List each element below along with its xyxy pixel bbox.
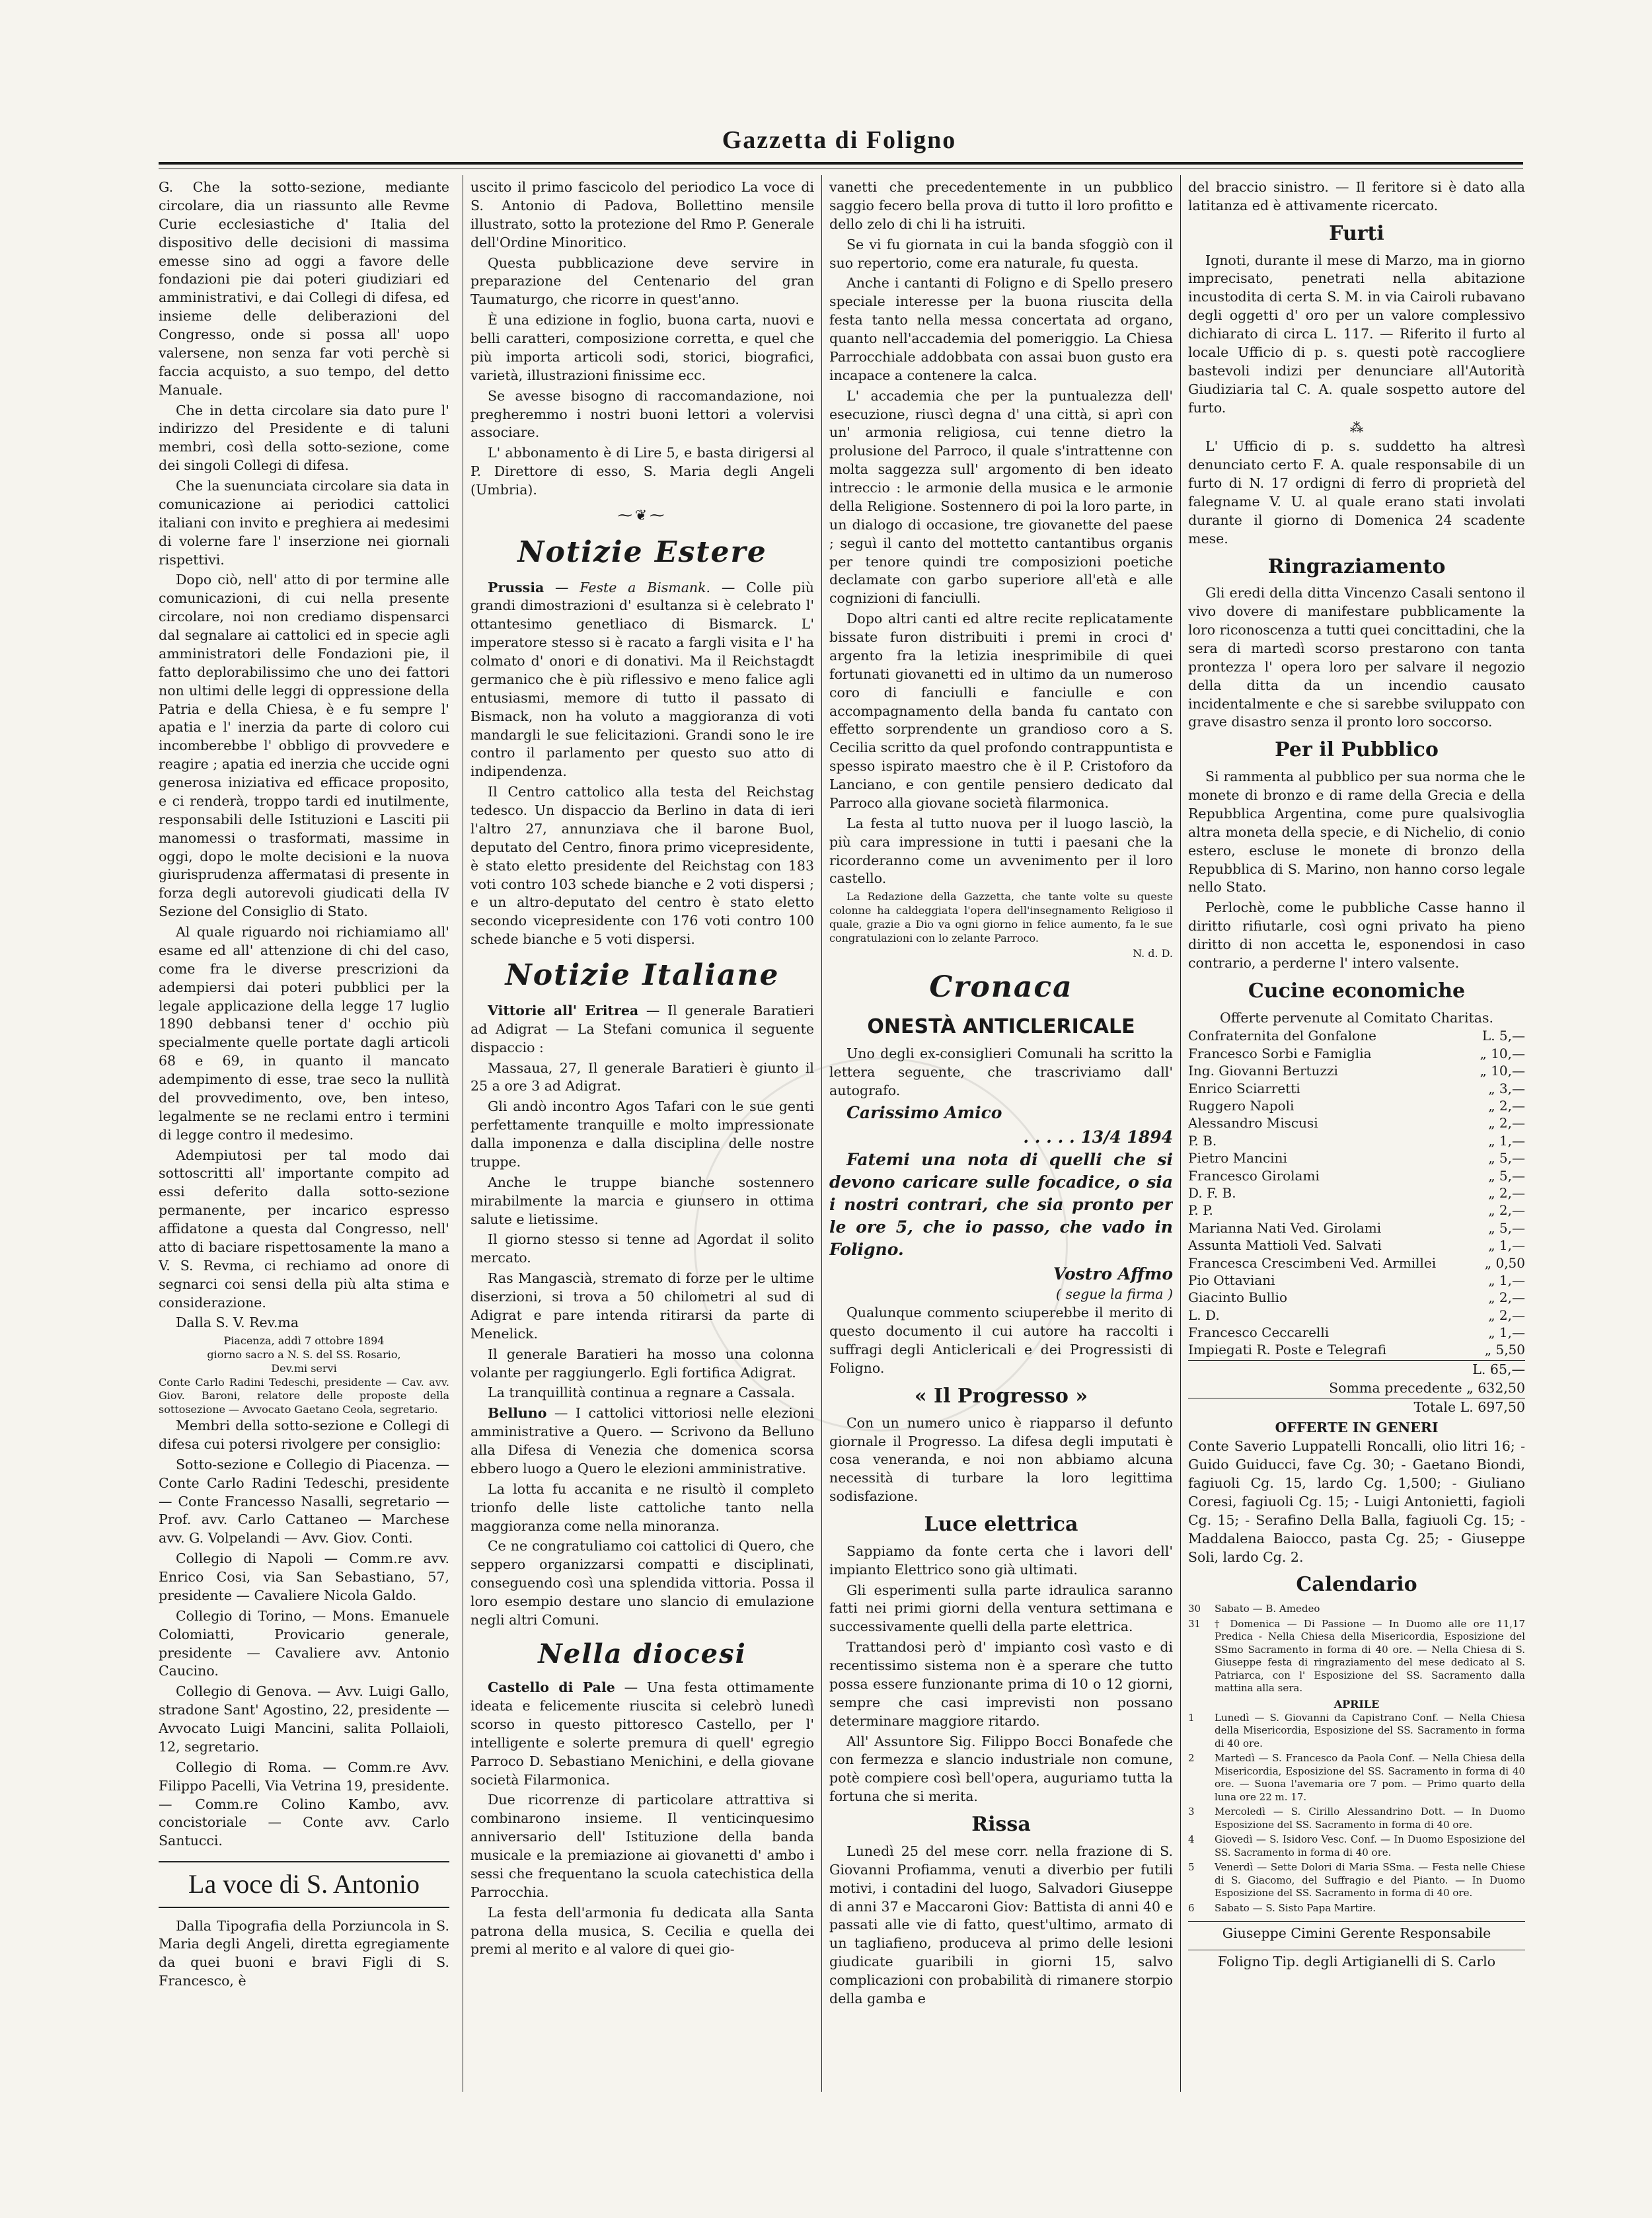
antonio-heading: La voce di S. Antonio bbox=[159, 1861, 449, 1907]
total-label: Totale L. bbox=[1413, 1398, 1474, 1415]
calendar-day: 1 bbox=[1188, 1711, 1195, 1724]
offerte-subtotal: L. 65,— bbox=[1188, 1360, 1525, 1379]
offerta-amount: „ 1,— bbox=[1488, 1324, 1525, 1341]
offerta-row bbox=[1188, 1097, 1525, 1114]
calendar-day: 30 bbox=[1188, 1603, 1201, 1615]
offerta-name: Assunta Mattioli Ved. Salvati bbox=[1188, 1237, 1382, 1254]
paragraph: Dopo altri canti ed altre recite replicatamente bissate furon distribuiti i premi in croci d' argento fra la letizia inesprimibile di quei fortunati giovanetti ed in ultimo da un numeroso coro di fanciulli e fanciulle e con accompagnamento della banda fu cantato con effetto sorprendente un grandioso coro a S. Cecilia scritto da quel profondo contrappuntista e spesso ispirato maestro che è il P. Cristoforo da Lanciano, e con gentile pensiero dedicato dal Parroco alla giovane società filarmonica. bbox=[829, 611, 1173, 811]
offerta-name: D. F. B. bbox=[1188, 1184, 1236, 1201]
offerta-row bbox=[1188, 1149, 1525, 1166]
member-entry: Collegio di Napoli — Comm.re avv. Enrico Cosi, via San Sebastiano, 57, presidente — Cavaliere Nicola Galdo. bbox=[159, 1550, 449, 1603]
paragraph: Si rammenta al pubblico per sua norma che le monete di bronzo e di rame della Grecia e della Repubblica Argentina, come pure qualsivoglia altra moneta della specie, e di Nichelio, di conio estero, escluse le monete di bronzo della Repubblica di S. Marino, non hanno corso legale nello Stato. bbox=[1188, 769, 1525, 896]
paragraph: Adempiutosi per tal modo dai sottoscritti all' importante compito ad essi deferito dalla sotto-sezione permanente, per incarico espresso affidatone a questa dal Congresso, nell' atto di baciare rispettosamente la mano a V. S. Revma, ci rechiamo ad onore di segnarci coi sensi della più alta stima e considerazione. bbox=[159, 1147, 449, 1311]
paragraph: Che la suenunciata circolare sia data in comunicazione ai periodici cattolici italiani con invito e preghiera ai medesimi di volerne fare l' inserzione nei giornali rispettivi. bbox=[159, 478, 449, 568]
paragraph: L' abbonamento è di Lire 5, e basta dirigersi al P. Direttore di esso, S. Maria degli Angeli (Umbria). bbox=[470, 445, 814, 498]
calendar-entry bbox=[1188, 1752, 1525, 1804]
offerta-amount: „ 2,— bbox=[1488, 1289, 1525, 1306]
paragraph: del braccio sinistro. — Il feritore si è dato alla latitanza ed è attivamente ricercato. bbox=[1188, 179, 1525, 213]
offerta-amount: „ 1,— bbox=[1488, 1132, 1525, 1149]
offerta-amount: „ 2,— bbox=[1488, 1202, 1525, 1219]
paragraph: Gli andò incontro Agos Tafari con le sue genti perfettamente tranquille e molto impressionate dalla imponenza e dalla disciplina delle nostre truppe. bbox=[470, 1098, 814, 1170]
member-entry: Sotto-sezione e Collegio di Piacenza. — Conte Carlo Radini Tedeschi, presidente — Conte Francesso Nasalli, segretario — Prof. avv. Carlo Cattaneo — Marchese avv. G. Volpelandi — Avv. Giov. Conti. bbox=[159, 1456, 449, 1547]
paragraph: Uno degli ex-consiglieri Comunali ha scritto la lettera seguente, che trascriviamo dall' autografo. bbox=[829, 1045, 1173, 1098]
offerta-row bbox=[1188, 1341, 1525, 1358]
paragraph: Qualunque commento sciuperebbe il merito di questo documento il cui autore ha raccolti i suffragi degli Anticlericali e dei Progressisti di Foligno. bbox=[829, 1305, 1173, 1376]
circular-text bbox=[159, 178, 449, 1312]
paragraph: Anche i cantanti di Foligno e di Spello presero speciale interesse per la buona riuscita della festa tanto nella messa concertata ad organo, quanto nell'accademia del pomeriggio. La Chiesa Parrocchiale addobbata con assai buon gusto era incapace a contenere la calca. bbox=[829, 275, 1173, 383]
paragraph: Ignoti, durante il mese di Marzo, ma in giorno imprecisato, penetrati nella abitazione incustodita di certa S. M. in via Cairoli rubavano degli oggetti d' oro per un valore complessivo dichiarato di circa L. 117. — Riferito il furto al locale Ufficio di p. s. questi potè raccogliere bastevoli indizi per denunciare all'Autorità Giudiziaria tal C. A. quale sospetto autore del furto. bbox=[1188, 252, 1525, 416]
offerta-name: Ruggero Napoli bbox=[1188, 1098, 1295, 1114]
masthead-rule bbox=[159, 162, 1523, 165]
calendar-text: Martedì — S. Francesco da Paola Conf. — Nella Chiesa della Misericordia, Esposizione del SS. Sacramento in forma di 40 ore. — Suona l'avemaria ore 7 pom. — Primo quarto della luna ore 22 m. 17. bbox=[1215, 1752, 1525, 1803]
castello-heading: Castello di Pale bbox=[488, 1679, 615, 1696]
offerta-name: Impiegati R. Poste e Telegrafi bbox=[1188, 1342, 1387, 1358]
offerte-table bbox=[1188, 1027, 1525, 1358]
offerta-name: Enrico Sciarretti bbox=[1188, 1080, 1300, 1096]
offerta-amount: „ 5,— bbox=[1488, 1150, 1525, 1166]
offerta-row bbox=[1188, 1080, 1525, 1097]
paragraph: Lunedì 25 del mese corr. nella frazione di S. Giovanni Profiamma, venuti a diverbio per futili motivi, i contadini del luogo, Salvadori Giuseppe di anni 37 e Maccaroni Giov: Battista di anni 40 e passati alle vie di fatto, quest'ultimo, armato di un tagliafieno, produceva al primo delle lesioni giudicate guaribili in giorni 15, salvo complicazioni con probabilità di rimanere storpio della gamba e bbox=[829, 1843, 1173, 2007]
paragraph: Se avesse bisogno di raccomandazione, noi pregheremmo i nostri buoni lettori a volervisi associare. bbox=[470, 387, 814, 441]
paragraph: Perlochè, come le pubbliche Casse hanno il diritto rifiutarle, così ogni privato ha pieno diritto di non accetta le, esponendosi in caso contrario, a perderne l' intero valsente. bbox=[1188, 899, 1525, 971]
offerta-name: Pietro Mancini bbox=[1188, 1150, 1287, 1166]
paragraph: Questa pubblicazione deve servire in preparazione del Centenario del gran Taumaturgo, che ricorre in quest'anno. bbox=[470, 254, 814, 308]
offerta-row bbox=[1188, 1254, 1525, 1272]
calendar-text: Sabato — B. Amedeo bbox=[1215, 1603, 1320, 1615]
asterism-divider: ⁂ bbox=[1349, 420, 1364, 436]
paragraph: Il giorno stesso si tenne ad Agordat il solito mercato. bbox=[470, 1231, 814, 1266]
calendar-day: 6 bbox=[1188, 1901, 1195, 1914]
offerta-name: P. B. bbox=[1188, 1132, 1217, 1149]
offerta-name: Ing. Giovanni Bertuzzi bbox=[1188, 1063, 1338, 1079]
offerta-amount: „ 1,— bbox=[1488, 1272, 1525, 1288]
prussia-subtitle: — Feste a Bismank. — bbox=[555, 579, 735, 595]
column-2 bbox=[470, 178, 814, 2088]
letter-signature-note: ( segue la firma ) bbox=[1055, 1286, 1173, 1303]
belluno-text: — I cattolici vittoriosi nelle elezioni amministrative a Quero. — Scrivono da Belluno alla Difesa di Venezia che domenica scorsa ebbero luogo a Quero le elezioni amministrative. bbox=[470, 1405, 814, 1476]
offerta-amount: L. 5,— bbox=[1482, 1028, 1525, 1044]
column-3 bbox=[829, 178, 1173, 2088]
paragraph: La lotta fu accanita e ne risultò il completo trionfo delle liste cattoliche tanto nella maggioranza come nella minoranza. bbox=[470, 1480, 814, 1534]
calendar-text: Venerdì — Sette Dolori di Maria SSma. — Festa nelle Chiese di S. Giacomo, del Suffragio e del Pianto. — In Duomo Esposizione del SS. Sacramento in forma di 40 ore. bbox=[1215, 1861, 1525, 1899]
signature-day: giorno sacro a N. S. del SS. Rosario, bbox=[207, 1348, 401, 1361]
offerta-name: Alessandro Miscusi bbox=[1188, 1115, 1318, 1131]
offerta-name: Confraternita del Gonfalone bbox=[1188, 1028, 1376, 1044]
paragraph: Anche le truppe bianche sostennero mirabilmente la marcia e giunsero in ottima salute e lietissime. bbox=[470, 1174, 814, 1227]
calendar-month-label: APRILE bbox=[1333, 1697, 1380, 1710]
members-intro: Membri della sotto-sezione e Collegi di difesa cui potersi rivolgere per consiglio: bbox=[159, 1418, 449, 1452]
paragraph: Ce ne congratuliamo coi cattolici di Quero, che seppero organizzarsi compatti e disciplinati, conseguendo così una splendida vittoria. Possa il loro esempio destare uno slancio di emulazione negli altri Comuni. bbox=[470, 1538, 814, 1628]
calendar-text: † Domenica — Di Passione — In Duomo alle ore 11,17 Predica - Nella Chiesa della Misericordia, Esposizione del SSmo Sacramento in forma di 40 ore. — Nella Chiesa di S. Giuseppe festa di ringraziamento del mese dedicato al S. Patriarca, con l' Esposizione del SS. Sacramento dalla mattina alla sera. bbox=[1215, 1617, 1525, 1695]
letter-body: Fatemi una nota di quelli che si devono caricare sulle focadice, o sia i nostri contrari, che sia pronto per le ore 5, che io passo, che vado in Foligno. bbox=[829, 1150, 1173, 1260]
cronaca-heading: Cronaca bbox=[929, 970, 1073, 1005]
cucine-heading: Cucine economiche bbox=[1248, 979, 1466, 1003]
offerta-row bbox=[1188, 1167, 1525, 1184]
offerta-row bbox=[1188, 1062, 1525, 1079]
offerta-name: Francesco Ceccarelli bbox=[1188, 1324, 1330, 1341]
offerta-name: Francesco Girolami bbox=[1188, 1167, 1320, 1184]
progresso-heading: « Il Progresso » bbox=[914, 1384, 1088, 1408]
letter-salutation: Carissimo Amico bbox=[846, 1103, 1002, 1123]
paragraph: Gli eredi della ditta Vincenzo Casali sentono il vivo dovere di manifestare pubblicamente la loro riconoscenza a tutti quei concittadini, che la sera di martedì scorso prestarono con tanta prontezza l' opera loro per salvare il negozio della ditta da un incendio causato incidentalmente e che si sarebbe sviluppato con grave disastro senza il pronto loro soccorso. bbox=[1188, 585, 1525, 730]
offerta-amount: „ 2,— bbox=[1488, 1307, 1525, 1323]
calendar-entry bbox=[1188, 1902, 1525, 1915]
paragraph: Sappiamo da fonte certa che i lavori dell' impianto Elettrico sono già ultimati. bbox=[829, 1543, 1173, 1578]
notizie-estere-heading: Notizie Estere bbox=[517, 535, 767, 569]
paragraph: Ras Mangascià, stremato di forze per le ultime diserzioni, si trova a 50 chilometri al sud di Adigrat e pare intenda ritirarsi da parte di Menelick. bbox=[470, 1270, 814, 1342]
calendar-entry bbox=[1188, 1806, 1525, 1831]
letter-signature: Vostro Affmo bbox=[1053, 1264, 1173, 1284]
luce-heading: Luce elettrica bbox=[924, 1513, 1078, 1537]
calendar-entry bbox=[1188, 1618, 1525, 1695]
paragraph: Il Centro cattolico alla testa del Reichstag tedesco. Un dispaccio da Berlino in data di ieri l'altro 27, annunziava che il barone Buol, deputato del Centro, finora primo vicepresidente, è stato eletto presidente del Reichstag con 183 voti contro 103 schede bianche e 2 voti dispersi ; e un altro-deputato del centro è stato eletto secondo vicepresidente con 176 voti contro 100 schede bianche e 5 voti dispersi. bbox=[470, 784, 814, 948]
calendar-entry bbox=[1188, 1712, 1525, 1751]
offerta-amount: „ 0,50 bbox=[1484, 1254, 1525, 1271]
calendar-day: 4 bbox=[1188, 1833, 1195, 1846]
prussia-text: Colle più grandi dimostrazioni d' esultanza si è celebrato l' ottantesimo genetliaco di Bismarck. L' imperatore stesso si è racato a fargli visita e l' ha colmato d' onori e di donativi. Ma il Reichstagdt germanico che è più riflessivo e meno falice agli entusiasmi, memore di tutto il passato di Bismack, non ha voluto a maggioranza di voti mandargli le sue felicitazioni. Grandi sono le ire contro il parlamento per questo suo atto di indipendenza. bbox=[470, 579, 814, 780]
paragraph: Dalla Tipografia della Porziuncola in S. Maria degli Angeli, diretta egregiamente da quei buoni e bravi Figli di S. Francesco, è bbox=[159, 1917, 449, 1989]
calendar-text: Lunedì — S. Giovanni da Capistrano Conf. — Nella Chiesa della Misericordia, Esposizione del SS. Sacramento in forma di 40 ore. bbox=[1215, 1711, 1525, 1749]
paragraph: Il generale Baratieri ha mosso una colonna volante per raggiungerlo. Egli fortifica Adigrat. bbox=[470, 1346, 814, 1381]
paragraph: L' Ufficio di p. s. suddetto ha altresì denunciato certo F. A. quale responsabile di un furto di N. 17 ordigni di ferro di proprietà del falegname V. U. al quale erano stati involati durante il giorno di Domenica 24 scadente mese. bbox=[1188, 438, 1525, 547]
prussia-heading: Prussia bbox=[488, 579, 544, 595]
offerta-name: P. P. bbox=[1188, 1202, 1213, 1219]
offerta-amount: „ 3,— bbox=[1488, 1080, 1525, 1096]
calendar-text: Giovedì — S. Isidoro Vesc. Conf. — In Duomo Esposizione del SS. Sacramento in forma di 40 ore. bbox=[1215, 1833, 1525, 1858]
calendar-entry bbox=[1188, 1833, 1525, 1859]
ornament-divider: ⁓❦⁓ bbox=[617, 507, 667, 524]
calendario-heading: Calendario bbox=[1296, 1573, 1417, 1597]
offerta-row bbox=[1188, 1045, 1525, 1062]
offerta-row bbox=[1188, 1219, 1525, 1237]
paragraph: L' accademia che per la puntualezza dell' esecuzione, riuscì degna d' una città, si aprì con un' armonia religiosa, cui tenne dietro la prolusione del Parroco, il quale s'intrattenne con molta saggezza sull' argomento di ben ideato intreccio : le armonie della musica e le armonie della Religione. Sostennero di poi la loro parte, in un dialogo di occasione, tre giovanette del paese ; seguì il canto del mottetto cantantibus organis per tenore quindi tre composizioni poetiche declamate con garbo superiore all'età e alle cognizioni di fanciulli. bbox=[829, 387, 1173, 607]
diocesi-heading: Nella diocesi bbox=[538, 1638, 747, 1669]
offerta-amount: „ 10,— bbox=[1480, 1063, 1525, 1079]
paragraph: Due ricorrenze di particolare attrattiva si combinarono insieme. Il venticinquesimo anniversario dell' Istituzione della banda musicale e la premiazione ai giovanetti d' ambo i sessi che frequentano la scuola catechistica della Parrocchia. bbox=[470, 1792, 814, 1900]
calendar-entry bbox=[1188, 1861, 1525, 1900]
offerte-intro: Offerte pervenute al Comitato Charitas. bbox=[1219, 1009, 1494, 1026]
onesta-heading: ONESTÀ ANTICLERICALE bbox=[867, 1015, 1135, 1039]
offerta-amount: „ 2,— bbox=[1488, 1184, 1525, 1201]
editorial-signature: N. d. D. bbox=[1133, 947, 1173, 960]
offerta-row bbox=[1188, 1272, 1525, 1289]
paragraph: La festa dell'armonia fu dedicata alla Santa patrona della musica, S. Cecilia e quella dei premi al merito e al valore di quei gio- bbox=[470, 1904, 814, 1958]
calendar-entry bbox=[1188, 1603, 1525, 1616]
offerta-name: Francesca Crescimbeni Ved. Armillei bbox=[1188, 1254, 1437, 1271]
letter-date: . . . . . 13/4 1894 bbox=[1023, 1128, 1173, 1147]
paragraph: La tranquillità continua a regnare a Cassala. bbox=[488, 1385, 796, 1401]
signature-block bbox=[159, 1334, 449, 1417]
notizie-italiane-heading: Notizie Italiane bbox=[505, 958, 780, 993]
paragraph: Gli esperimenti sulla parte idraulica saranno fatti nei primi giorni della ventura settimana e successivamente quelli della parte elettrica. bbox=[829, 1582, 1173, 1635]
offerta-row bbox=[1188, 1202, 1525, 1219]
column-4 bbox=[1188, 178, 1525, 2088]
signature-names: Conte Carlo Radini Tedeschi, presidente — Cav. avv. Giov. Baroni, relatore delle proposte della sottosezione — Avvocato Gaetano Ceola, segretario. bbox=[159, 1375, 449, 1416]
offerta-name: L. D. bbox=[1188, 1307, 1220, 1323]
total-amount: 697,50 bbox=[1478, 1398, 1525, 1415]
calendar-text: Mercoledì — S. Cirillo Alessandrino Dott. — In Duomo Esposizione del SS. Sacramento in forma di 40 ore. bbox=[1215, 1806, 1525, 1831]
paragraph: Con un numero unico è riapparso il defunto giornale il Progresso. La difesa degli imputati è cosa veneranda, e noi non abbiamo alcuna necessità di turbare la loro legittima sodisfazione. bbox=[829, 1414, 1173, 1505]
paragraph: Dopo ciò, nell' atto di por termine alle comunicazioni, di cui nella presente circolare, noi non crediamo dispensarci dal segnalare ai cattolici ed in specie agli amministratori delle Fondazioni pie, il fatto deplorabilissimo che uno dei fattori non ultimi delle leggi di oppressione della Patria e della Chiesa, è e fu sempre l' apatia e l' inerzia da parte di coloro cui incomberebbe l' obbligo di provvedere e reagire ; apatia ed inerzia che uccide ogni generosa iniziativa ed efficace proposito, e ci renderà, troppo tardi ed inutilmente, responsabili delle Istituzioni e Lasciti pii manomessi o trasformati, massime in oggi, dopo le molte decisioni e la nuova giurisprudenza affermatasi di presente in forza degli autorevoli giudicati della IV Sezione del Consiglio di Stato. bbox=[159, 572, 449, 920]
column-divider bbox=[1180, 175, 1181, 2092]
furti-heading: Furti bbox=[1329, 221, 1384, 245]
paragraph: Al quale riguardo noi richiamiamo all' esame ed all' attenzione di chi del caso, come fra le diverse prescrizioni da adempiersi dai poteri pubblici per la legale applicazione della legge 17 luglio 1890 debbansi tener d' occhio più specialmente quelle portate dagli articoli 68 e 69, in quanto il mancato adempimento di esse, trae seco la nullità del provvedimento, ove, ben inteso, legalmente se ne reclami entro i termini di legge contro il medesimo. bbox=[159, 924, 449, 1143]
offerta-row bbox=[1188, 1307, 1525, 1324]
previous-sum-amount: „ 632,50 bbox=[1466, 1379, 1525, 1396]
offerta-amount: „ 10,— bbox=[1480, 1045, 1525, 1061]
offerta-amount: „ 2,— bbox=[1488, 1115, 1525, 1131]
calendar-day: 2 bbox=[1188, 1752, 1195, 1765]
offerta-name: Giacinto Bullio bbox=[1188, 1289, 1288, 1306]
offerta-amount: „ 2,— bbox=[1488, 1098, 1525, 1114]
tipografia-line: Foligno Tip. degli Artigianelli di S. Carlo bbox=[1188, 1950, 1525, 1971]
calendar-april bbox=[1188, 1712, 1525, 1915]
paragraph: Trattandosi però d' impianto così vasto e di recentissimo sistema non è a sperare che tutto possa essere funzionante prima di 10 o 12 giorni, sempre che casi imprevisti non possano determinare maggiore ritardo. bbox=[829, 1639, 1173, 1729]
paragraph: La festa al tutto nuova per il luogo lasciò, la più cara impressione in tutti i paesani che la ricorderanno come un avvenimento per il loro castello. bbox=[829, 815, 1173, 887]
paragraph: Se vi fu giornata in cui la banda sfoggiò con il suo repertorio, come era naturale, fu questa. bbox=[829, 236, 1173, 271]
gerente-line: Giuseppe Cimini Gerente Responsabile bbox=[1188, 1921, 1525, 1943]
column-1 bbox=[159, 178, 449, 2088]
offerta-name: Pio Ottaviani bbox=[1188, 1272, 1275, 1288]
member-entry: Collegio di Roma. — Comm.re Avv. Filippo Pacelli, Via Vetrina 19, presidente. — Comm.re Colino Kambo, avv. concistoriale — Conte avv. Carlo Santucci. bbox=[159, 1759, 449, 1849]
paragraph: È una edizione in foglio, buona carta, nuovi e belli caratteri, composizione corretta, e quel che più importa articoli sodi, storici, biografici, varietà, illustrazioni finissime ecc. bbox=[470, 312, 814, 383]
rissa-heading: Rissa bbox=[971, 1813, 1031, 1837]
signature-date: Piacenza, addì 7 ottobre 1894 bbox=[223, 1334, 385, 1348]
offerta-name: Francesco Sorbi e Famiglia bbox=[1188, 1045, 1372, 1061]
member-entry: Collegio di Genova. — Avv. Luigi Gallo, stradone Sant' Agostino, 22, presidente — Avvocato Luigi Mancini, salita Pollaioli, 12, segretario. bbox=[159, 1683, 449, 1755]
offerta-name: Marianna Nati Ved. Girolami bbox=[1188, 1219, 1382, 1236]
paragraph: vanetti che precedentemente in un pubblico saggio fecero bella prova di tutto il loro profitto e dello zelo di chi li ha istruiti. bbox=[829, 179, 1173, 232]
calendar-day: 3 bbox=[1188, 1806, 1195, 1818]
paragraph: All' Assuntore Sig. Filippo Bocci Bonafede che con fermezza e slancio industriale non comune, potè compiere così bell'opera, auguriamo tutta la fortuna che si merita. bbox=[829, 1733, 1173, 1805]
paragraph: Che in detta circolare sia dato pure l' indirizzo del Presidente e di taluni membri, così della sotto-sezione, come dei singoli Collegi di difesa. bbox=[159, 402, 449, 474]
offerta-row bbox=[1188, 1114, 1525, 1131]
eritrea-heading: Vittorie all' Eritrea bbox=[488, 1002, 639, 1018]
previous-sum-label: Somma precedente bbox=[1329, 1379, 1462, 1396]
offerta-row bbox=[1188, 1237, 1525, 1254]
calendar-text: Sabato — S. Sisto Papa Martire. bbox=[1215, 1901, 1376, 1914]
paragraph: uscito il primo fascicolo del periodico La voce di S. Antonio di Padova, Bollettino mensile illustrato, sotto la protezione del Rmo P. Generale dell'Ordine Minoritico. bbox=[470, 179, 814, 250]
ringraziamento-heading: Ringraziamento bbox=[1267, 554, 1446, 578]
castello-text: — Una festa ottimamente ideata e felicemente riuscita si celebrò lunedì scorso in questo pittoresco Castello, per l' intelligente e solerte premura di quell' egregio Parroco D. Sebastiano Menichini, e della giovane società Filarmonica. bbox=[470, 1679, 814, 1788]
generi-heading: OFFERTE IN GENERI bbox=[1275, 1420, 1439, 1436]
offerta-amount: „ 5,— bbox=[1488, 1219, 1525, 1236]
offerta-row bbox=[1188, 1027, 1525, 1044]
closing-line: Dalla S. V. Rev.ma bbox=[176, 1315, 299, 1331]
masthead-title: Gazzetta di Foligno bbox=[722, 126, 957, 154]
offerta-row bbox=[1188, 1289, 1525, 1306]
eritrea-text: — Il generale Baratieri ad Adigrat — La Stefani comunica il seguente dispaccio : bbox=[470, 1002, 814, 1055]
pubblico-heading: Per il Pubblico bbox=[1275, 738, 1439, 762]
belluno-heading: Belluno bbox=[488, 1405, 547, 1422]
offerta-row bbox=[1188, 1324, 1525, 1341]
signature-servants: Dev.mi servi bbox=[271, 1361, 337, 1375]
offerta-amount: „ 5,— bbox=[1488, 1167, 1525, 1184]
member-entry: Collegio di Torino, — Mons. Emanuele Colomiatti, Provicario generale, presidente — Cavaliere avv. Antonio Caucino. bbox=[159, 1607, 449, 1679]
offerta-row bbox=[1188, 1184, 1525, 1202]
offerta-amount: „ 5,50 bbox=[1484, 1342, 1525, 1358]
paragraph: G. Che la sotto-sezione, mediante circolare, dia un riassunto alle Revme Curie ecclesiastiche d' Italia del dispositivo delle decisioni di massima emesse sino ad oggi a favore delle fondazioni pie dai poteri giudiziari ed amministrativi, e dai Collegi di difesa, ed insieme delle deliberazioni del Congresso, onde si possa all' uopo valersene, non senza far voti perchè si faccia acquisto, a suo tempo, del detto Manuale. bbox=[159, 179, 449, 398]
offerta-amount: „ 1,— bbox=[1488, 1237, 1525, 1254]
editorial-note: La Redazione della Gazzetta, che tante volte su queste colonne ha caldeggiata l'opera dell'insegnamento Religioso il quale, grazie a Dio va ogni giorno in felice aumento, fa le sue congratulazioni con lo zelante Parroco. bbox=[829, 890, 1173, 944]
paragraph: Conte Saverio Luppatelli Roncalli, olio litri 16; - Guido Guiducci, fave Cg. 30; - Gaetano Biondi, fagiuoli Cg. 15, lardo Cg. 1,500; - Giuliano Coresi, fagiuoli Cg. 15; - Luigi Antonietti, fagioli Cg. 15; - Serafino Della Balla, fagiuoli Cg. 15; - Maddalena Baiocco, pasta Cg. 25; - Giuseppe Soli, lardo Cg. 2. bbox=[1188, 1438, 1525, 1565]
paragraph: Massaua, 27, Il generale Baratieri è giunto il 25 a ore 3 ad Adigrat. bbox=[470, 1059, 814, 1094]
offerta-row bbox=[1188, 1132, 1525, 1149]
calendar-day: 31 bbox=[1188, 1617, 1201, 1630]
calendar-march bbox=[1188, 1603, 1525, 1695]
calendar-day: 5 bbox=[1188, 1861, 1195, 1874]
